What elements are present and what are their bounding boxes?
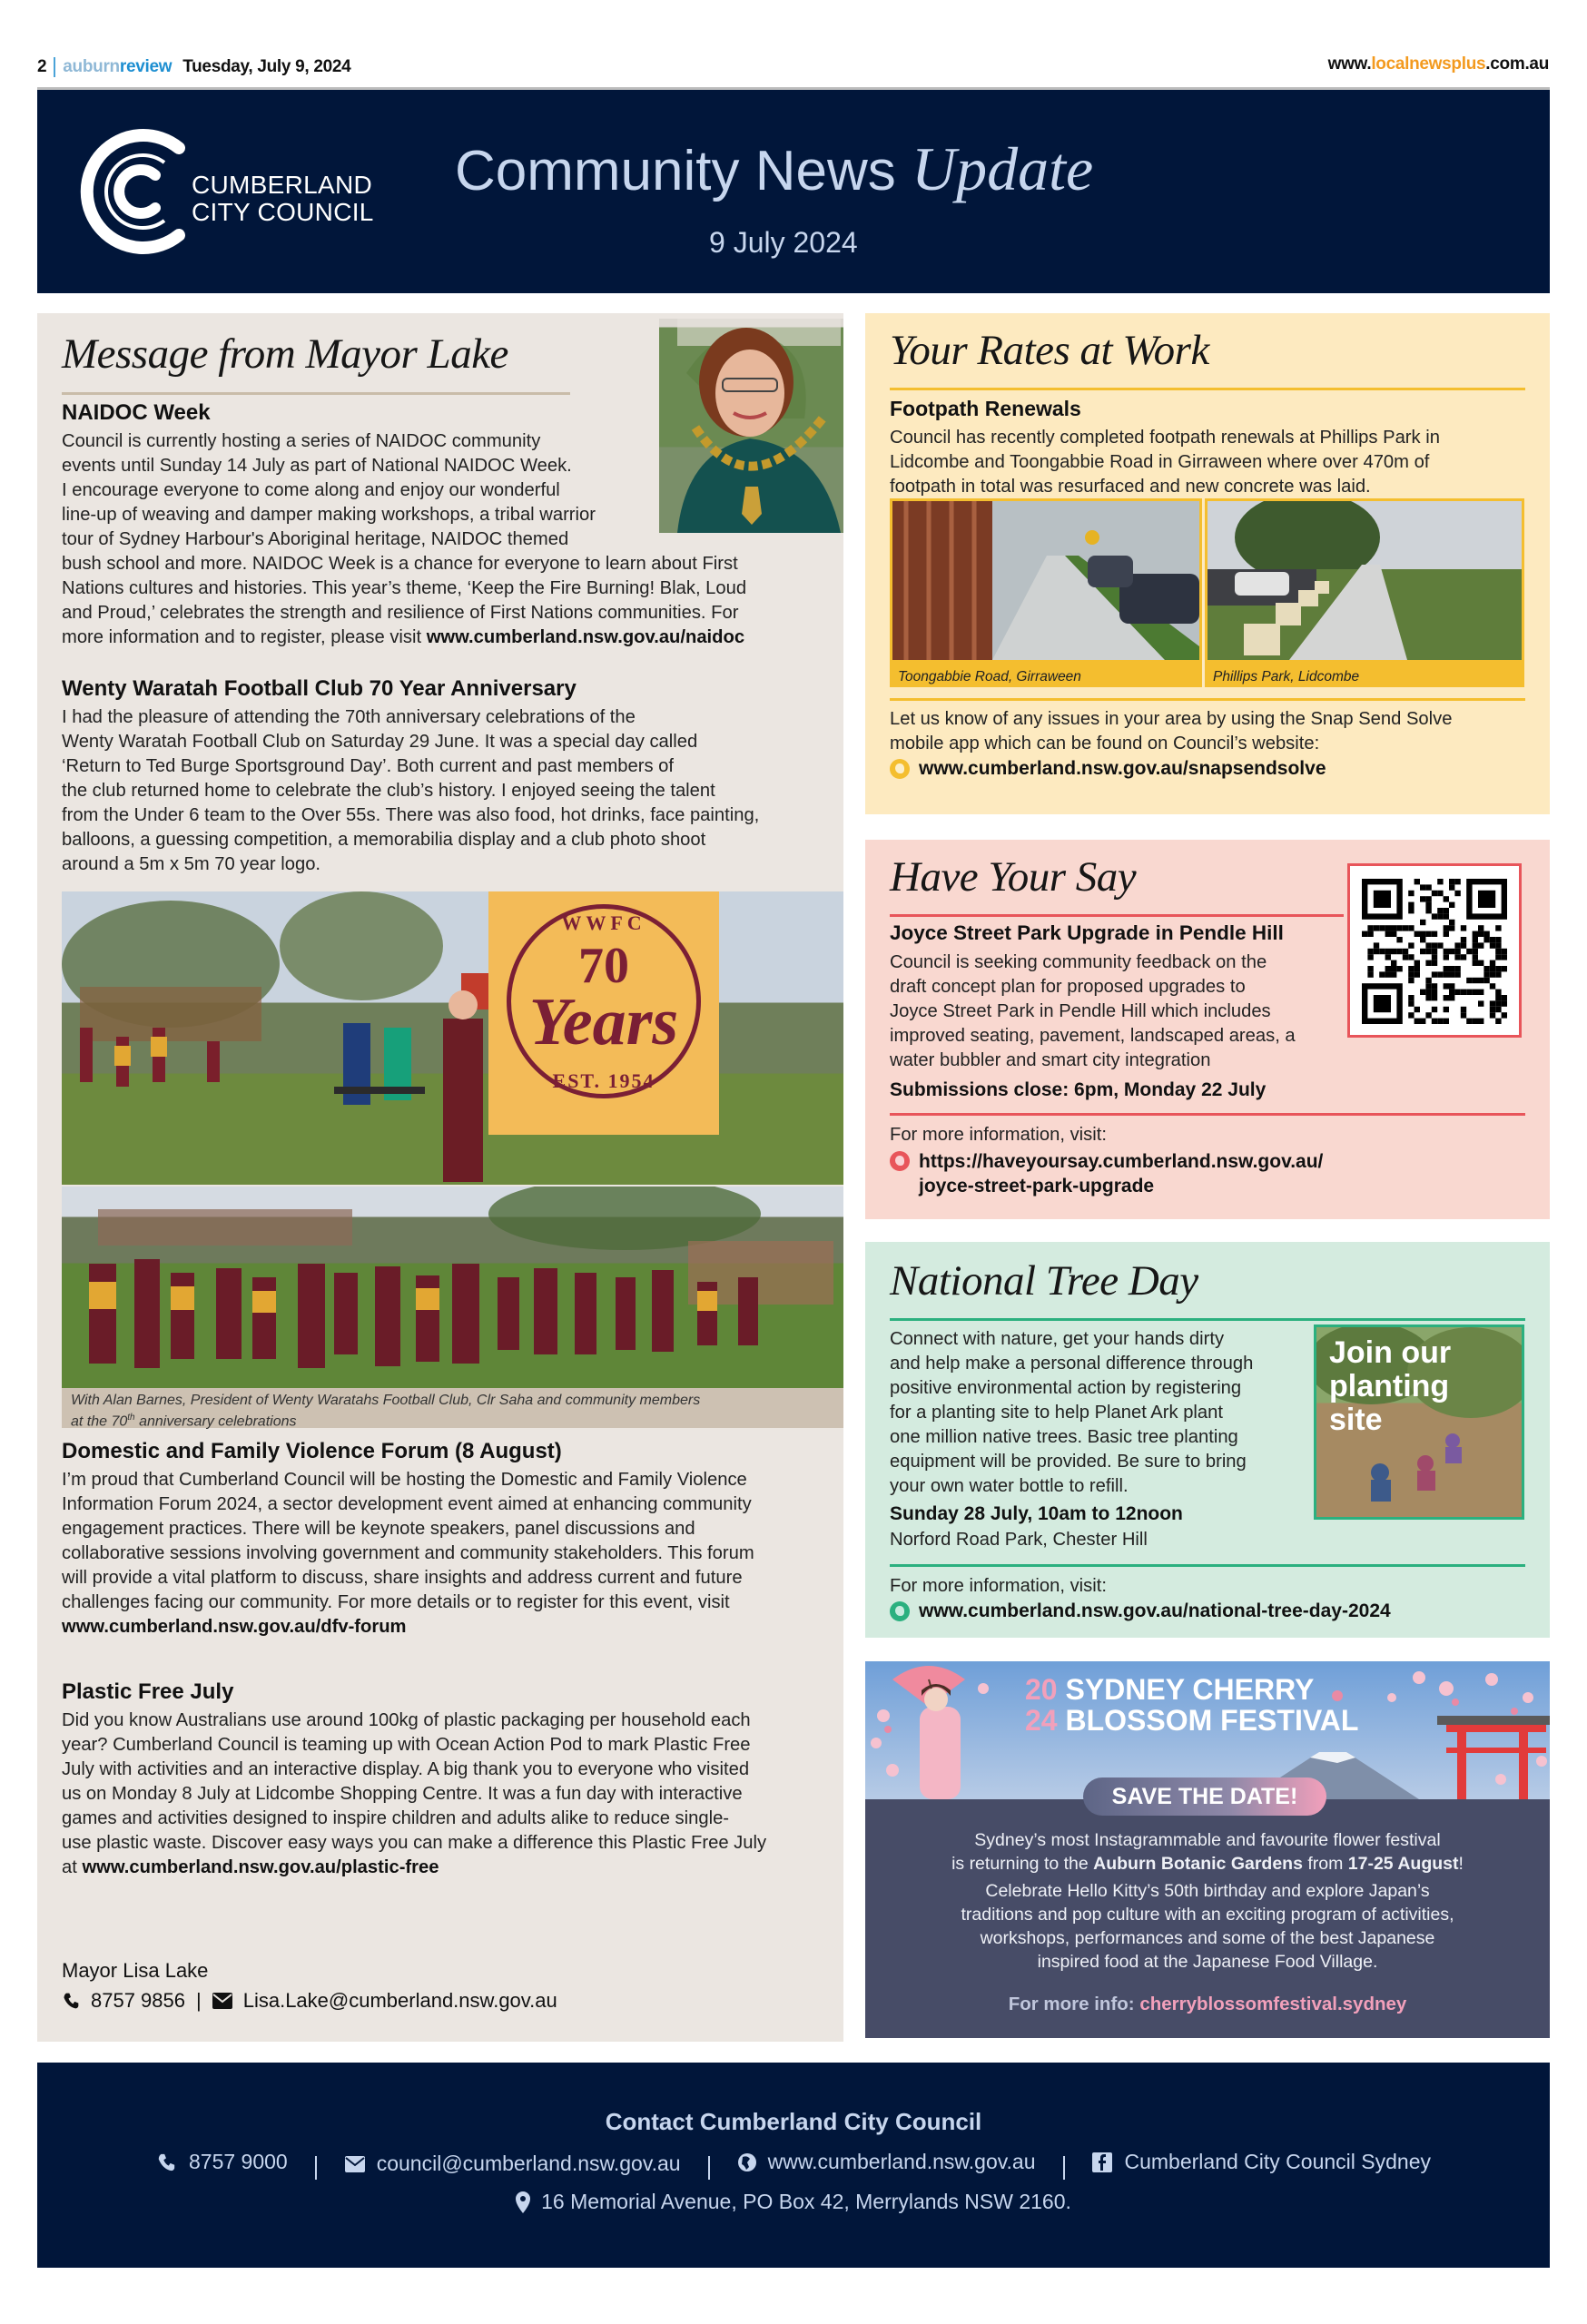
football-celebration-scene-icon [62,891,843,1185]
page-title [455,133,1093,205]
page-header [37,90,1550,293]
logo-line-1: CUMBERLAND [192,171,373,199]
text-line: Joyce Street Park in Pendle Hill which includes [890,1001,1271,1021]
text-line: around a 5m x 5m 70 year logo. [62,854,321,874]
festival-description [865,1828,1550,1974]
festival-venue: Auburn Botanic Gardens [1093,1854,1303,1874]
plastic-free-link[interactable]: www.cumberland.nsw.gov.au/plastic-free [82,1857,439,1877]
photo-caption-toongabbie: Toongabbie Road, Girraween [898,669,1081,684]
more-info-label: For more info: [1008,1994,1140,2014]
text-line: events until Sunday 14 July as part of National NAIDOC Week. [62,456,572,476]
text-line: line-up of weaving and damper making workshops, a tribal warrior [62,505,596,525]
photo-caption-bar [62,1388,843,1428]
say-subheading: Joyce Street Park Upgrade in Pendle Hill [890,921,1284,944]
tree-rule-bottom [890,1564,1525,1567]
text-line: year? Cumberland Council is teaming up with Ocean Action Pod to mark Plastic Free [62,1735,751,1755]
text-line: engagement practices. There will be keynote speakers, panel discussions and [62,1519,695,1539]
section-title-naidoc: NAIDOC Week [62,400,211,425]
planting-site-photo[interactable] [1314,1324,1524,1520]
text-line [865,1852,1550,1876]
text-line: I’m proud that Cumberland Council will be hosting the Domestic and Family Violence [62,1470,747,1490]
phone-icon [156,2152,176,2172]
text-line: and help make a personal difference through [890,1354,1254,1374]
text-line: July with activities and an interactive display. A big thank you to everyone who visited [62,1759,750,1779]
signoff-name: Mayor Lisa Lake [62,1959,209,1982]
email-icon [212,1993,232,2009]
text-line: balloons, a guessing competition, a memorabilia display and a club photo shoot [62,830,706,850]
cherry-blossom-festival-ad[interactable] [865,1661,1550,2038]
overlay-line-1: Join our [1329,1335,1452,1370]
text-line: the club returned home to celebrate the club’s history. I enjoyed seeing the talent [62,781,715,801]
brand-name-part1: auburn [63,57,120,76]
text-line: one million native trees. Basic tree planting [890,1427,1238,1447]
text-line: use plastic waste. Discover easy ways you can make a difference this Plastic Free July [62,1833,767,1853]
tree-body [890,1327,1307,1499]
tree-event-place: Norford Road Park, Chester Hill [890,1530,1148,1550]
naidoc-link[interactable]: www.cumberland.nsw.gov.au/naidoc [426,627,745,647]
text-fragment: more information and to register, please visit [62,627,427,647]
footer-address-text: 16 Memorial Avenue, PO Box 42, Merrylands NSW 2160. [541,2190,1071,2213]
footer-address-row [37,2190,1550,2218]
mayor-message-panel [37,313,843,2042]
footer-title: Contact Cumberland City Council [605,2108,982,2135]
overlay-line-2: planting [1329,1369,1450,1403]
caption-superscript: th [127,1413,135,1423]
location-pin-icon [516,2191,530,2213]
photo-phillips-park [1205,498,1524,687]
festival-link[interactable]: cherryblossomfestival.sydney [1139,1994,1407,2014]
footer-phone-text: 8757 9000 [188,2150,288,2173]
text-fragment: ! [1458,1854,1464,1874]
text-line: water bubbler and smart city integration [890,1050,1211,1070]
text-line: tour of Sydney Harbour's Aboriginal heritage, NAIDOC themed [62,529,569,549]
say-body [890,950,1353,1073]
text-line: I encourage everyone to come along and enjoy our wonderful [62,480,560,500]
text-line: your own water bottle to refill. [890,1476,1129,1496]
council-logo-icon [77,128,195,255]
footer-divider [315,2156,317,2180]
title-regular: Community News [455,140,896,202]
text-fragment: at [62,1857,83,1877]
footer-facebook[interactable] [1092,2150,1432,2174]
say-heading: Have Your Say [890,853,1137,901]
year-bottom: 24 [1025,1704,1058,1737]
footer-facebook-text: Cumberland City Council Sydney [1124,2150,1431,2173]
wwfc-banner [488,891,719,1135]
rates-footer-text [890,707,1534,756]
rates-subheading: Footpath Renewals [890,397,1081,420]
banner-number: 70 [578,938,629,994]
text-line: and Proud,’ celebrates the strength and resilience of First Nations communities. For [62,603,739,623]
text-line: mobile app which can be found on Council’s website: [890,734,1320,753]
text-line: games and activities designed to inspire children and adults alike to reduce single- [62,1808,730,1828]
footer-divider [708,2156,710,2180]
signoff-email[interactable]: Lisa.Lake@cumberland.nsw.gov.au [242,1989,557,2012]
section-body-football [62,705,824,877]
text-line: Connect with nature, get your hands dirty [890,1329,1225,1349]
tree-day-link[interactable]: www.cumberland.nsw.gov.au/national-tree-day-2024 [919,1600,1391,1621]
section-body-plastic [62,1709,833,1880]
football-photo-crowd [62,1187,843,1388]
planting-site-overlay [1329,1336,1451,1437]
caption-fragment: at the 70 [71,1413,128,1430]
banner-word: Years [528,985,679,1059]
footer-contacts [37,2150,1550,2180]
say-rule [890,914,1344,917]
text-line: inspired food at the Japanese Food Village. [1037,1952,1378,1972]
page-number: 2 [37,57,47,76]
site-url-suffix: .com.au [1485,54,1549,74]
contact-footer [37,2063,1550,2268]
text-line: improved seating, pavement, landscaped areas, a [890,1026,1296,1046]
text-line: Information Forum 2024, a sector development event aimed at enhancing community [62,1494,752,1514]
mayor-message-heading: Message from Mayor Lake [62,330,508,378]
year-top: 20 [1025,1673,1058,1706]
link-line-2: joyce-street-park-upgrade [919,1176,1155,1196]
rates-at-work-box [865,313,1550,814]
footer-email[interactable] [344,2152,681,2176]
site-url-prefix: www. [1327,54,1372,74]
footer-address [516,2190,1071,2214]
section-title-football: Wenty Waratah Football Club 70 Year Anniversary [62,676,577,701]
signoff-contact [62,1989,557,2013]
national-tree-day-box [865,1242,1550,1638]
save-the-date-badge: SAVE THE DATE! [1083,1777,1326,1816]
text-line: I had the pleasure of attending the 70th anniversary celebrations of the [62,707,636,727]
masthead-divider [54,57,55,77]
heading-rule [62,392,570,395]
text-line: Council has recently completed footpath renewals at Phillips Park in [890,428,1440,448]
text-line: Did you know Australians use around 100kg of plastic packaging per household each [62,1710,751,1730]
have-your-say-box [865,840,1550,1219]
site-url[interactable] [1328,54,1549,74]
football-photo-speech [62,891,843,1185]
caption-line-2 [71,1409,834,1430]
qr-code-icon [1362,879,1507,1024]
text-line: collaborative sessions involving government and community stakeholders. This forum [62,1543,754,1563]
footer-email-text: council@cumberland.nsw.gov.au [376,2152,681,2175]
text-line: Council is seeking community feedback on the [890,952,1267,972]
globe-icon [890,1601,910,1621]
footer-website[interactable] [737,2150,1036,2174]
signoff-separator: | [196,1989,202,2012]
globe-icon [890,759,910,779]
text-line: Wenty Waratah Football Club on Saturday 29 June. It was a special day called [62,732,698,752]
qr-code[interactable] [1347,863,1522,1038]
globe-icon [890,1151,910,1171]
text-line: equipment will be provided. Be sure to bring [890,1452,1247,1472]
council-logo-text [192,172,374,226]
rates-heading: Your Rates at Work [890,327,1209,374]
title-italic: Update [912,134,1094,203]
section-body-dfv [62,1468,833,1640]
text-line: Nations cultures and histories. This year’s theme, ‘Keep the Fire Burning! Blak, Loud [62,578,747,598]
photo-caption [62,1388,843,1433]
rates-rule-bottom [890,698,1525,701]
text-line: Lidcombe and Toongabbie Road in Girraween where over 470m of [890,452,1430,472]
dfv-forum-link[interactable]: www.cumberland.nsw.gov.au/dfv-forum [62,1617,407,1637]
text-line: Celebrate Hello Kitty’s 50th birthday and explore Japan’s [985,1881,1430,1901]
text-fragment: is returning to the [951,1854,1094,1874]
rates-rule [890,388,1525,390]
tree-event-time: Sunday 28 July, 10am to 12noon [890,1503,1183,1524]
caption-line-1: With Alan Barnes, President of Wenty Waratahs Football Club, Clr Saha and community members [71,1393,701,1408]
text-line: traditions and pop culture with an exciting program of activities, [961,1905,1454,1925]
festival-more-info [865,1994,1550,2015]
snapsendsolve-link[interactable]: www.cumberland.nsw.gov.au/snapsendsolve [919,758,1326,779]
football-crowd-scene-icon [62,1187,843,1388]
footer-phone[interactable] [156,2150,288,2174]
issue-date: Tuesday, July 9, 2024 [182,57,351,76]
text-line: Let us know of any issues in your area by using the Snap Send Solve [890,709,1453,729]
footpath-phillips-park-icon [1208,501,1522,660]
festival-title [1025,1674,1358,1736]
text-line: workshops, performances and some of the best Japanese [980,1928,1435,1948]
footer-website-text: www.cumberland.nsw.gov.au [767,2150,1036,2173]
text-line: positive environmental action by registering [890,1378,1242,1398]
tree-rule [890,1318,1525,1321]
text-line: Council is currently hosting a series of NAIDOC community [62,431,541,451]
text-line: us on Monday 8 July at Lidcombe Shopping Centre. It was a fun day with interactive [62,1784,743,1804]
haveyoursay-link[interactable] [919,1149,1323,1198]
logo-line-2: CITY COUNCIL [192,198,374,226]
email-icon [344,2156,366,2172]
text-line [62,625,824,650]
phone-icon [62,1992,80,2010]
overlay-line-3: site [1329,1403,1383,1437]
tree-heading: National Tree Day [890,1257,1198,1305]
title-line-1: SYDNEY CHERRY [1065,1673,1315,1706]
link-line-1: https://haveyoursay.cumberland.nsw.gov.au/ [919,1151,1324,1172]
festival-dates: 17-25 August [1347,1854,1459,1874]
footer-divider [1063,2156,1065,2180]
banner-est: EST. 1954 [552,1069,656,1092]
globe-icon [737,2152,757,2172]
section-title-dfv: Domestic and Family Violence Forum (8 August) [62,1439,562,1463]
photo-caption-phillips-park: Phillips Park, Lidcombe [1213,669,1360,684]
say-link-row [890,1149,1323,1198]
banner-wwfc: WWFC [561,911,646,934]
brand-name-part2: review [119,57,172,76]
text-line: Sydney’s most Instagrammable and favourite flower festival [974,1830,1441,1850]
signoff-phone[interactable]: 8757 9856 [91,1989,185,2012]
text-fragment: from [1302,1854,1348,1874]
text-line: draft concept plan for proposed upgrades to [890,977,1246,997]
site-url-brand: localnewsplus [1371,54,1486,74]
text-line: challenges facing our community. For more details or to register for this event, visit [62,1592,730,1612]
say-rule-bottom [890,1113,1525,1116]
text-line: ‘Return to Ted Burge Sportsground Day’. Both current and past members of [62,756,675,776]
text-line: bush school and more. NAIDOC Week is a chance for everyone to learn about First [62,554,738,574]
snapsendsolve-link-row [890,758,1326,780]
text-line: will provide a vital platform to discuss, share insights and address current and future [62,1568,743,1588]
text-line: footpath in total was resurfaced and new concrete was laid. [890,477,1371,497]
submission-deadline: Submissions close: 6pm, Monday 22 July [890,1079,1267,1100]
section-title-plastic: Plastic Free July [62,1679,234,1704]
rates-body [890,426,1534,499]
text-line: from the Under 6 team to the Over 55s. There was also food, hot drinks, face painting, [62,805,760,825]
masthead [37,54,350,80]
text-line: for a planting site to help Planet Ark plant [890,1403,1223,1423]
section-body-naidoc [62,429,824,650]
photo-toongabbie [890,498,1202,687]
footpath-toongabbie-icon [892,501,1199,660]
tree-link-row [890,1600,1391,1622]
tree-more-info: For more information, visit: [890,1576,1107,1596]
facebook-icon [1092,2152,1112,2172]
title-line-2: BLOSSOM FESTIVAL [1065,1704,1359,1737]
say-more-info: For more information, visit: [890,1125,1107,1145]
caption-fragment: anniversary celebrations [134,1413,297,1430]
text-line [62,1856,833,1880]
header-date: 9 July 2024 [709,226,858,259]
